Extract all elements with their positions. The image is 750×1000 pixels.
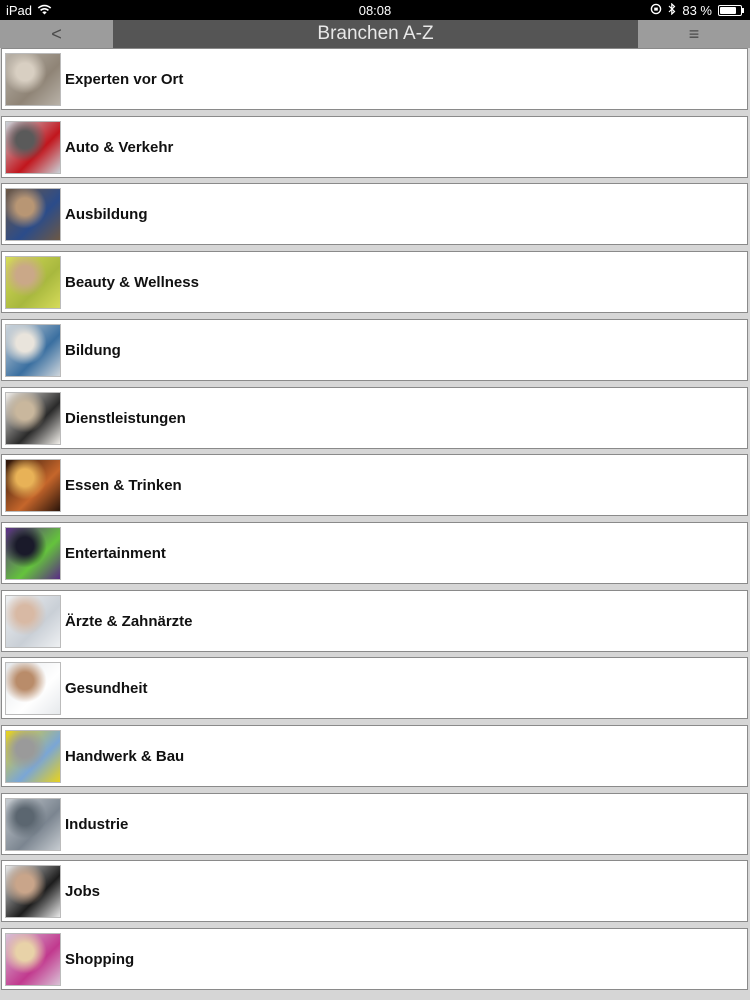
list-item[interactable]: [1, 251, 748, 313]
navigation-bar: [0, 20, 750, 48]
list-item[interactable]: [1, 454, 748, 516]
list-item-label: Experten vor Ort: [65, 70, 184, 88]
list-item-label: Beauty & Wellness: [65, 273, 199, 291]
status-bar: [0, 0, 750, 20]
concert-photo-icon: [5, 527, 61, 580]
list-item-label: Entertainment: [65, 544, 166, 562]
doctor-photo-icon: [5, 595, 61, 648]
list-item[interactable]: [1, 860, 748, 922]
factory-photo-icon: [5, 798, 61, 851]
bluetooth-icon: [668, 3, 676, 18]
list-item[interactable]: [1, 387, 748, 449]
list-item[interactable]: [1, 657, 748, 719]
hamburger-menu-icon: ≡: [688, 23, 700, 44]
list-item[interactable]: [1, 725, 748, 787]
pizza-photo-icon: [5, 459, 61, 512]
list-item[interactable]: [1, 48, 748, 110]
handshake-photo-icon: [5, 392, 61, 445]
list-item[interactable]: [1, 319, 748, 381]
list-item-label: Ausbildung: [65, 205, 148, 223]
battery-icon: [718, 5, 742, 16]
list-item[interactable]: [1, 928, 748, 990]
back-button[interactable]: [0, 20, 113, 48]
back-chevron-icon: <: [51, 23, 62, 44]
experts-photo-icon: [5, 53, 61, 106]
list-item-label: Handwerk & Bau: [65, 747, 185, 765]
list-item[interactable]: [1, 116, 748, 178]
device-name: iPad: [6, 3, 33, 18]
list-item-label: Gesundheit: [65, 679, 148, 697]
construction-photo-icon: [5, 730, 61, 783]
businesswoman-photo-icon: [5, 865, 61, 918]
status-time: 08:08: [358, 3, 392, 18]
list-item[interactable]: [1, 522, 748, 584]
spa-photo-icon: [5, 256, 61, 309]
list-item-label: Industrie: [65, 815, 129, 833]
apprentice-photo-icon: [5, 188, 61, 241]
page-title: Branchen A-Z: [317, 23, 434, 44]
red-car-photo-icon: [5, 121, 61, 174]
list-item[interactable]: [1, 590, 748, 652]
orientation-lock-icon: [650, 3, 662, 18]
list-item-label: Auto & Verkehr: [65, 138, 174, 156]
health-photo-icon: [5, 662, 61, 715]
list-item-label: Jobs: [65, 882, 101, 900]
list-item-label: Dienstleistungen: [65, 409, 186, 427]
list-item-label: Essen & Trinken: [65, 476, 182, 494]
list-item-label: Ärzte & Zahnärzte: [65, 612, 193, 630]
list-item-label: Bildung: [65, 341, 121, 359]
education-photo-icon: [5, 324, 61, 377]
menu-button[interactable]: [638, 20, 750, 48]
shopping-photo-icon: [5, 933, 61, 986]
list-item-label: Shopping: [65, 950, 135, 968]
status-right: [650, 3, 742, 18]
list-item[interactable]: [1, 183, 748, 245]
battery-percent: 83 %: [682, 3, 712, 18]
list-item[interactable]: [1, 793, 748, 855]
